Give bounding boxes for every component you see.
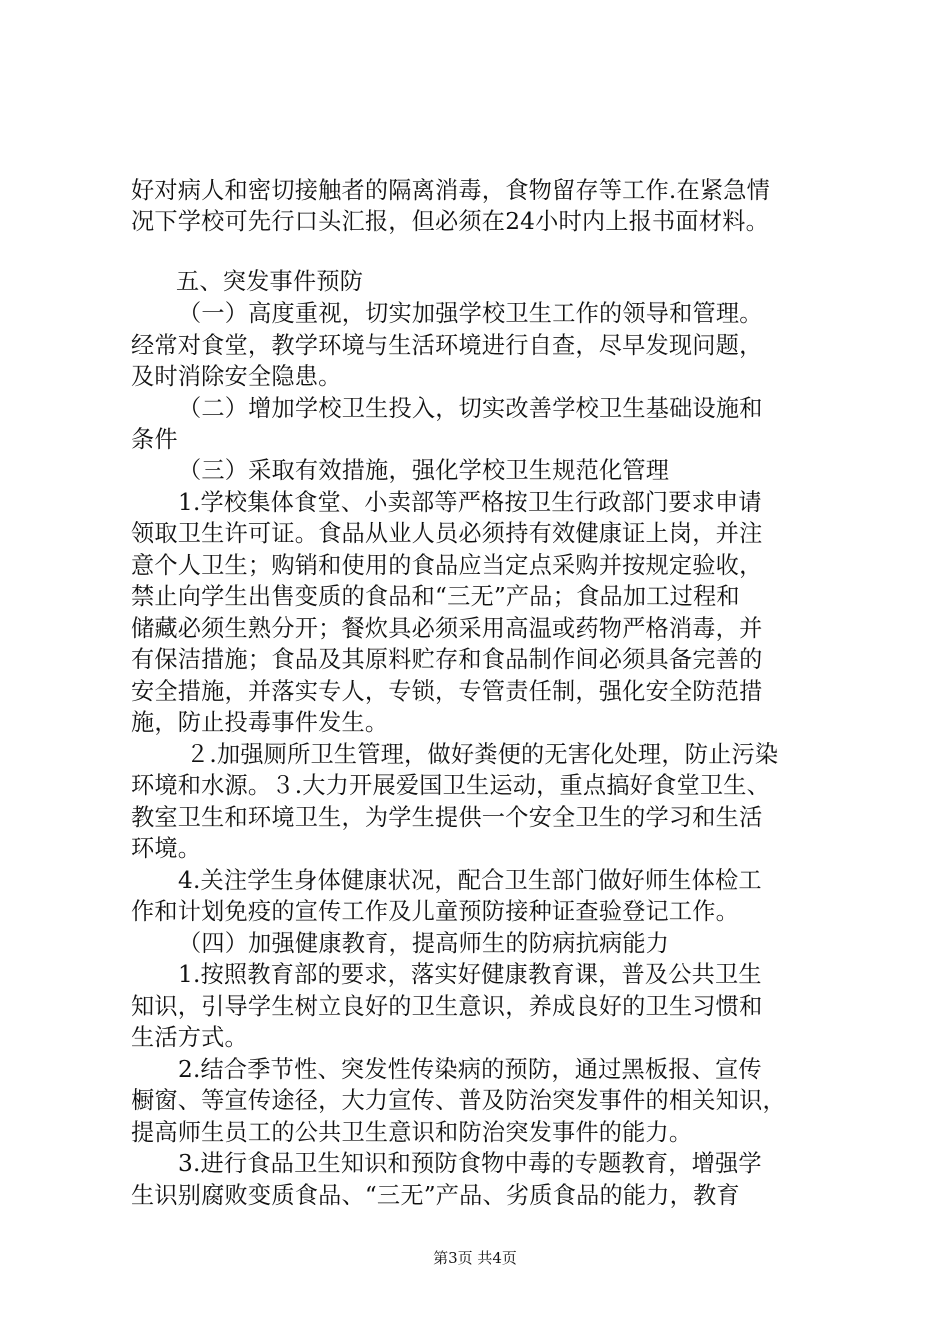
section-heading: 五、突发事件预防: [176, 268, 364, 295]
text-line: 环境。: [131, 835, 202, 862]
text-line: 有保洁措施；食品及其原料贮存和食品制作间必须具备完善的: [131, 646, 763, 673]
text-line: 4.关注学生身体健康状况，配合卫生部门做好师生体检工: [178, 867, 762, 894]
text-line: 施，防止投毒事件发生。: [131, 709, 389, 736]
text-line: 教室卫生和环境卫生，为学生提供一个安全卫生的学习和生活: [131, 804, 763, 831]
subsection-heading: （二）增加学校卫生投入，切实改善学校卫生基础设施和: [178, 395, 763, 422]
text-line: 环境和水源。３.大力开展爱国卫生运动，重点搞好食堂卫生、: [131, 772, 771, 799]
text-line: 储藏必须生熟分开；餐炊具必须采用高温或药物严格消毒，并: [131, 615, 763, 642]
text-line: 3.进行食品卫生知识和预防食物中毒的专题教育，增强学: [178, 1150, 762, 1177]
page-footer: 第3页 共4页: [433, 1249, 517, 1267]
text-line: 生活方式。: [131, 1024, 248, 1051]
text-line: 禁止向学生出售变质的食品和“三无”产品；食品加工过程和: [131, 583, 740, 610]
subsection-heading: （四）加强健康教育，提高师生的防病抗病能力: [178, 930, 670, 957]
text-line: 经常对食堂，教学环境与生活环境进行自查，尽早发现问题，: [131, 332, 763, 359]
text-line: 条件: [131, 426, 178, 453]
text-line: 好对病人和密切接触者的隔离消毒，食物留存等工作.在紧急情: [131, 177, 771, 204]
text-line: 况下学校可先行口头汇报，但必须在24小时内上报书面材料。: [131, 208, 769, 235]
subsection-heading: （一）高度重视，切实加强学校卫生工作的领导和管理。: [178, 300, 763, 327]
text-line: 领取卫生许可证。食品从业人员必须持有效健康证上岗，并注: [131, 520, 763, 547]
text-line: 1.按照教育部的要求，落实好健康教育课，普及公共卫生: [178, 961, 762, 988]
subsection-heading: （三）采取有效措施，强化学校卫生规范化管理: [178, 457, 670, 484]
text-line: 安全措施，并落实专人，专锁，专管责任制，强化安全防范措: [131, 678, 763, 705]
text-line: 1.学校集体食堂、小卖部等严格按卫生行政部门要求申请: [178, 489, 762, 516]
text-line: 2.结合季节性、突发性传染病的预防，通过黑板报、宣传: [178, 1056, 762, 1083]
text-line: 作和计划免疫的宣传工作及儿童预防接种证查验登记工作。: [131, 898, 740, 925]
text-line: 提高师生员工的公共卫生意识和防治突发事件的能力。: [131, 1119, 693, 1146]
text-line: ２.加强厕所卫生管理，做好粪便的无害化处理，防止污染: [186, 741, 779, 768]
text-line: 及时消除安全隐患。: [131, 363, 342, 390]
text-line: 知识，引导学生树立良好的卫生意识，养成良好的卫生习惯和: [131, 993, 763, 1020]
text-line: 橱窗、等宣传途径，大力宣传、普及防治突发事件的相关知识，: [131, 1087, 786, 1114]
text-line: 生识别腐败变质食品、“三无”产品、劣质食品的能力，教育: [131, 1182, 740, 1209]
text-line: 意个人卫生；购销和使用的食品应当定点采购并按规定验收，: [131, 552, 763, 579]
